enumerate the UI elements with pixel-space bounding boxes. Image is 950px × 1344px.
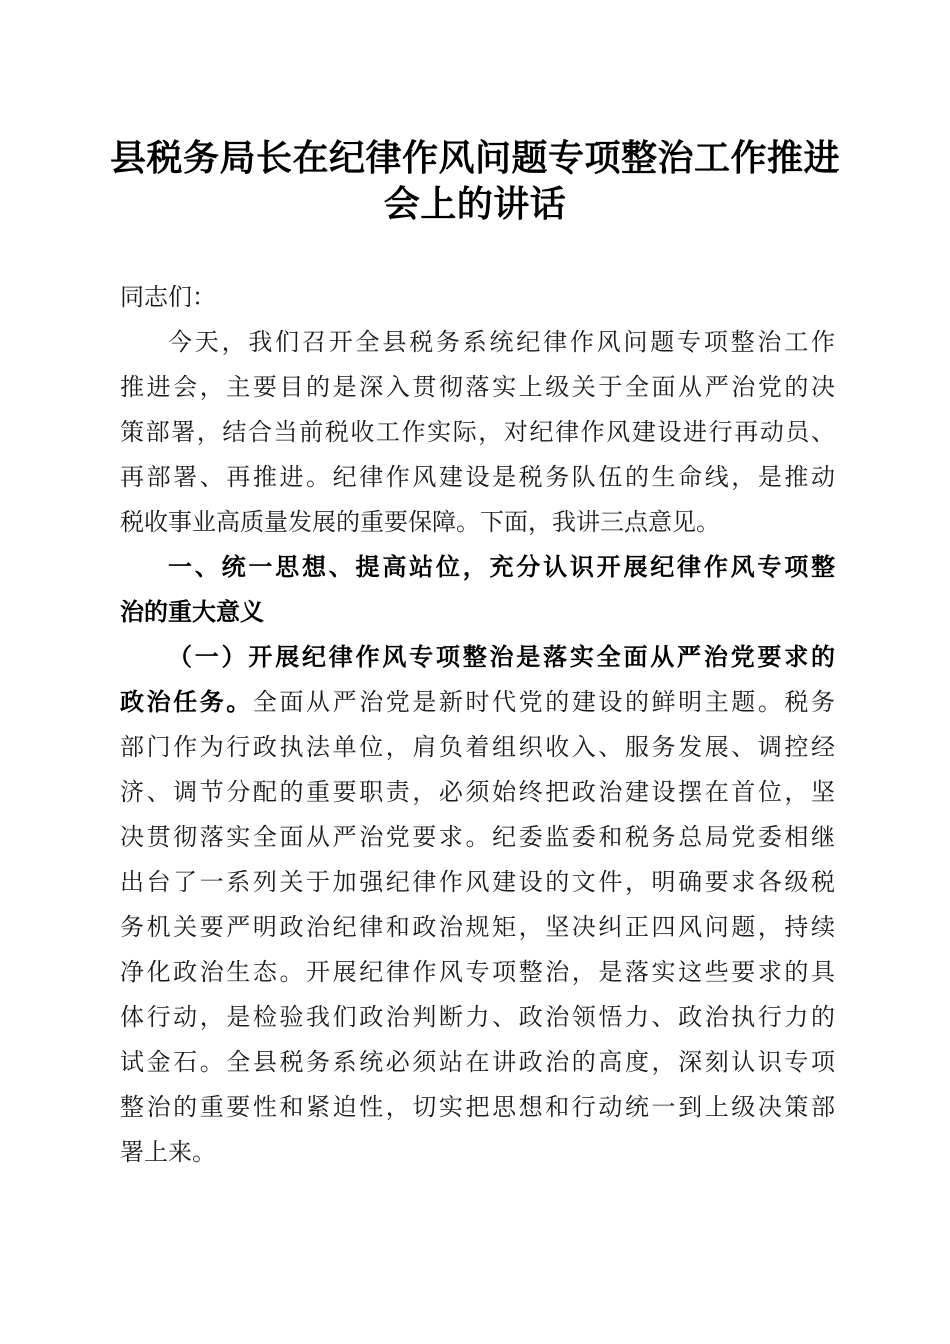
intro-line-1: 今天，我们召开全县税务系统纪律作风问题专项整治工作 bbox=[168, 328, 835, 356]
intro-line-5: 税收事业高质量发展的重要保障。下面，我讲三点意见。 bbox=[120, 508, 720, 536]
body-line-8: 试金石。全县税务系统必须站在讲政治的高度，深刻认识专项 bbox=[120, 1048, 835, 1076]
body-line-1: 部门作为行政执法单位，肩负着组织收入、服务发展、调控经 bbox=[120, 733, 835, 761]
subsection-1-line-2 bbox=[120, 686, 835, 718]
section-heading-1-line-2: 治的重大意义 bbox=[120, 598, 264, 626]
body-line-3: 决贯彻落实全面从严治党要求。纪委监委和税务总局党委相继 bbox=[120, 823, 835, 851]
body-line-5: 务机关要严明政治纪律和政治规矩，坚决纠正四风问题，持续 bbox=[120, 913, 835, 941]
body-line-7: 体行动，是检验我们政治判断力、政治领悟力、政治执行力的 bbox=[120, 1003, 835, 1031]
intro-line-3: 策部署，结合当前税收工作实际，对纪律作风建设进行再动员、 bbox=[120, 418, 835, 446]
subsection-1-line-2-text: 全面从严治党是新时代党的建设的鲜明主题。税务 bbox=[252, 688, 836, 716]
body-line-2: 济、调节分配的重要职责，必须始终把政治建设摆在首位，坚 bbox=[120, 778, 835, 806]
document-title-line-2: 会上的讲话 bbox=[383, 183, 567, 225]
body-line-9: 整治的重要性和紧迫性，切实把思想和行动统一到上级决策部 bbox=[120, 1093, 835, 1121]
document-title-line-1: 县税务局长在纪律作风问题专项整治工作推进 bbox=[109, 137, 840, 179]
subsection-1-title-text: （一）开展纪律作风专项整治是落实全面从严治党要求的 bbox=[168, 643, 835, 671]
section-heading-1-line-1: 一、统一思想、提高站位，充分认识开展纪律作风专项整 bbox=[168, 553, 835, 581]
intro-line-4: 再部署、再推进。纪律作风建设是税务队伍的生命线，是推动 bbox=[120, 463, 835, 491]
subsection-1-title-line-1 bbox=[168, 641, 835, 673]
intro-line-2: 推进会，主要目的是深入贯彻落实上级关于全面从严治党的决 bbox=[120, 373, 835, 401]
salutation: 同志们： bbox=[120, 283, 216, 311]
body-line-10: 署上来。 bbox=[120, 1138, 216, 1166]
subsection-1-title-end: 政治任务。 bbox=[120, 688, 253, 716]
body-line-6: 净化政治生态。开展纪律作风专项整治，是落实这些要求的具 bbox=[120, 958, 835, 986]
body-line-4: 出台了一系列关于加强纪律作风建设的文件，明确要求各级税 bbox=[120, 868, 835, 896]
